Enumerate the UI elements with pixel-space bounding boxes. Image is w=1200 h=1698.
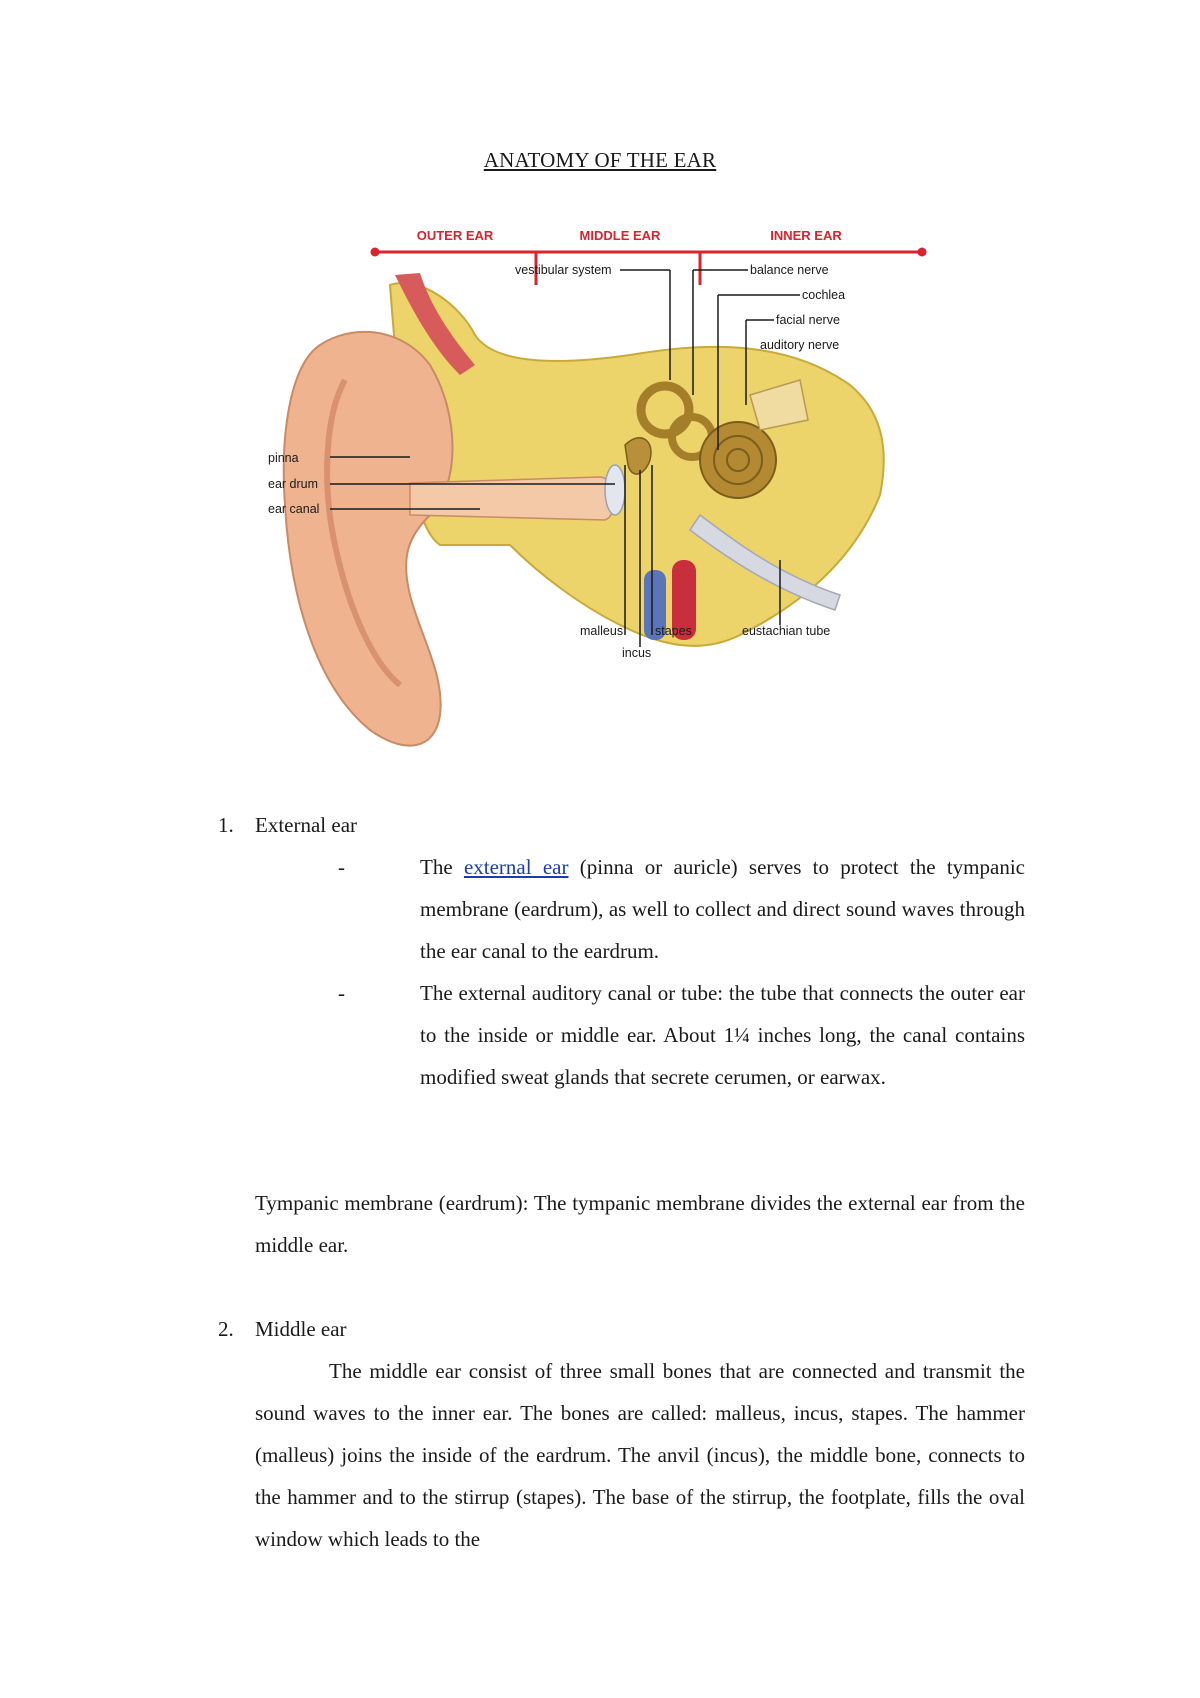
bullet-1-pre: The <box>420 855 464 879</box>
bullet-2-dash: - <box>338 981 345 1005</box>
cochlea-shape <box>700 422 776 498</box>
label-auditory-nerve: auditory nerve <box>760 338 840 352</box>
section-label-outer: OUTER EAR <box>416 228 494 243</box>
section-1-heading: External ear <box>255 813 358 837</box>
label-vestibular-system: vestibular system <box>515 263 612 277</box>
ear-anatomy-diagram <box>260 215 940 795</box>
label-ear-canal: ear canal <box>268 502 320 516</box>
bullet-1-dash: - <box>338 855 345 879</box>
label-cochlea: cochlea <box>802 288 846 302</box>
label-ear-drum: ear drum <box>268 477 319 491</box>
section-2-number: 2. <box>218 1317 234 1341</box>
bullet-1-post: (pinna or auricle) serves to protect the tympanic membrane (eardrum), as well to collect and direct sound waves through the ear canal to the eardrum. <box>420 855 1025 963</box>
section-1-number: 1. <box>218 813 234 837</box>
label-pinna: pinna <box>268 451 299 465</box>
section-label-inner: INNER EAR <box>770 228 842 243</box>
label-facial-nerve: facial nerve <box>776 313 840 327</box>
section-label-middle: MIDDLE EAR <box>579 228 661 243</box>
tympanic-membrane-note: Tympanic membrane (eardrum): The tympanic membrane divides the external ear from the middle ear. <box>255 1191 1025 1257</box>
ear-drum-shape <box>605 465 625 515</box>
label-eustachian-tube: eustachian tube <box>742 624 831 638</box>
pinna-shape <box>284 332 453 746</box>
bullet-1-text <box>420 846 1025 972</box>
middle-ear-paragraph: The middle ear consist of three small bones that are connected and transmit the sound waves to the inner ear. The bones are called: malleus, incus, stapes. The hammer (malleus) joins the inside of the eardrum. The anvil (incus), the middle bone, connects to the hammer and to the stirrup (stapes). The base of the stirrup, the footplate, fills the oval window which leads to the <box>255 1359 1025 1551</box>
label-stapes: stapes <box>655 624 692 638</box>
bullet-2-text: The external auditory canal or tube: the tube that connects the outer ear to the inside or middle ear. About 1¼ inches long, the canal contains modified sweat glands that secrete cerumen, or earwax. <box>420 981 1025 1089</box>
section-bar-start <box>371 248 380 257</box>
section-bar-end <box>918 248 927 257</box>
page-title: ANATOMY OF THE EAR <box>483 148 717 172</box>
label-malleus: malleus <box>580 624 624 638</box>
external-ear-link[interactable]: external ear <box>463 855 569 879</box>
section-2-heading: Middle ear <box>255 1317 347 1341</box>
ear-anatomy-figure <box>260 215 940 795</box>
label-balance-nerve: balance nerve <box>750 263 829 277</box>
label-incus: incus <box>622 646 652 660</box>
